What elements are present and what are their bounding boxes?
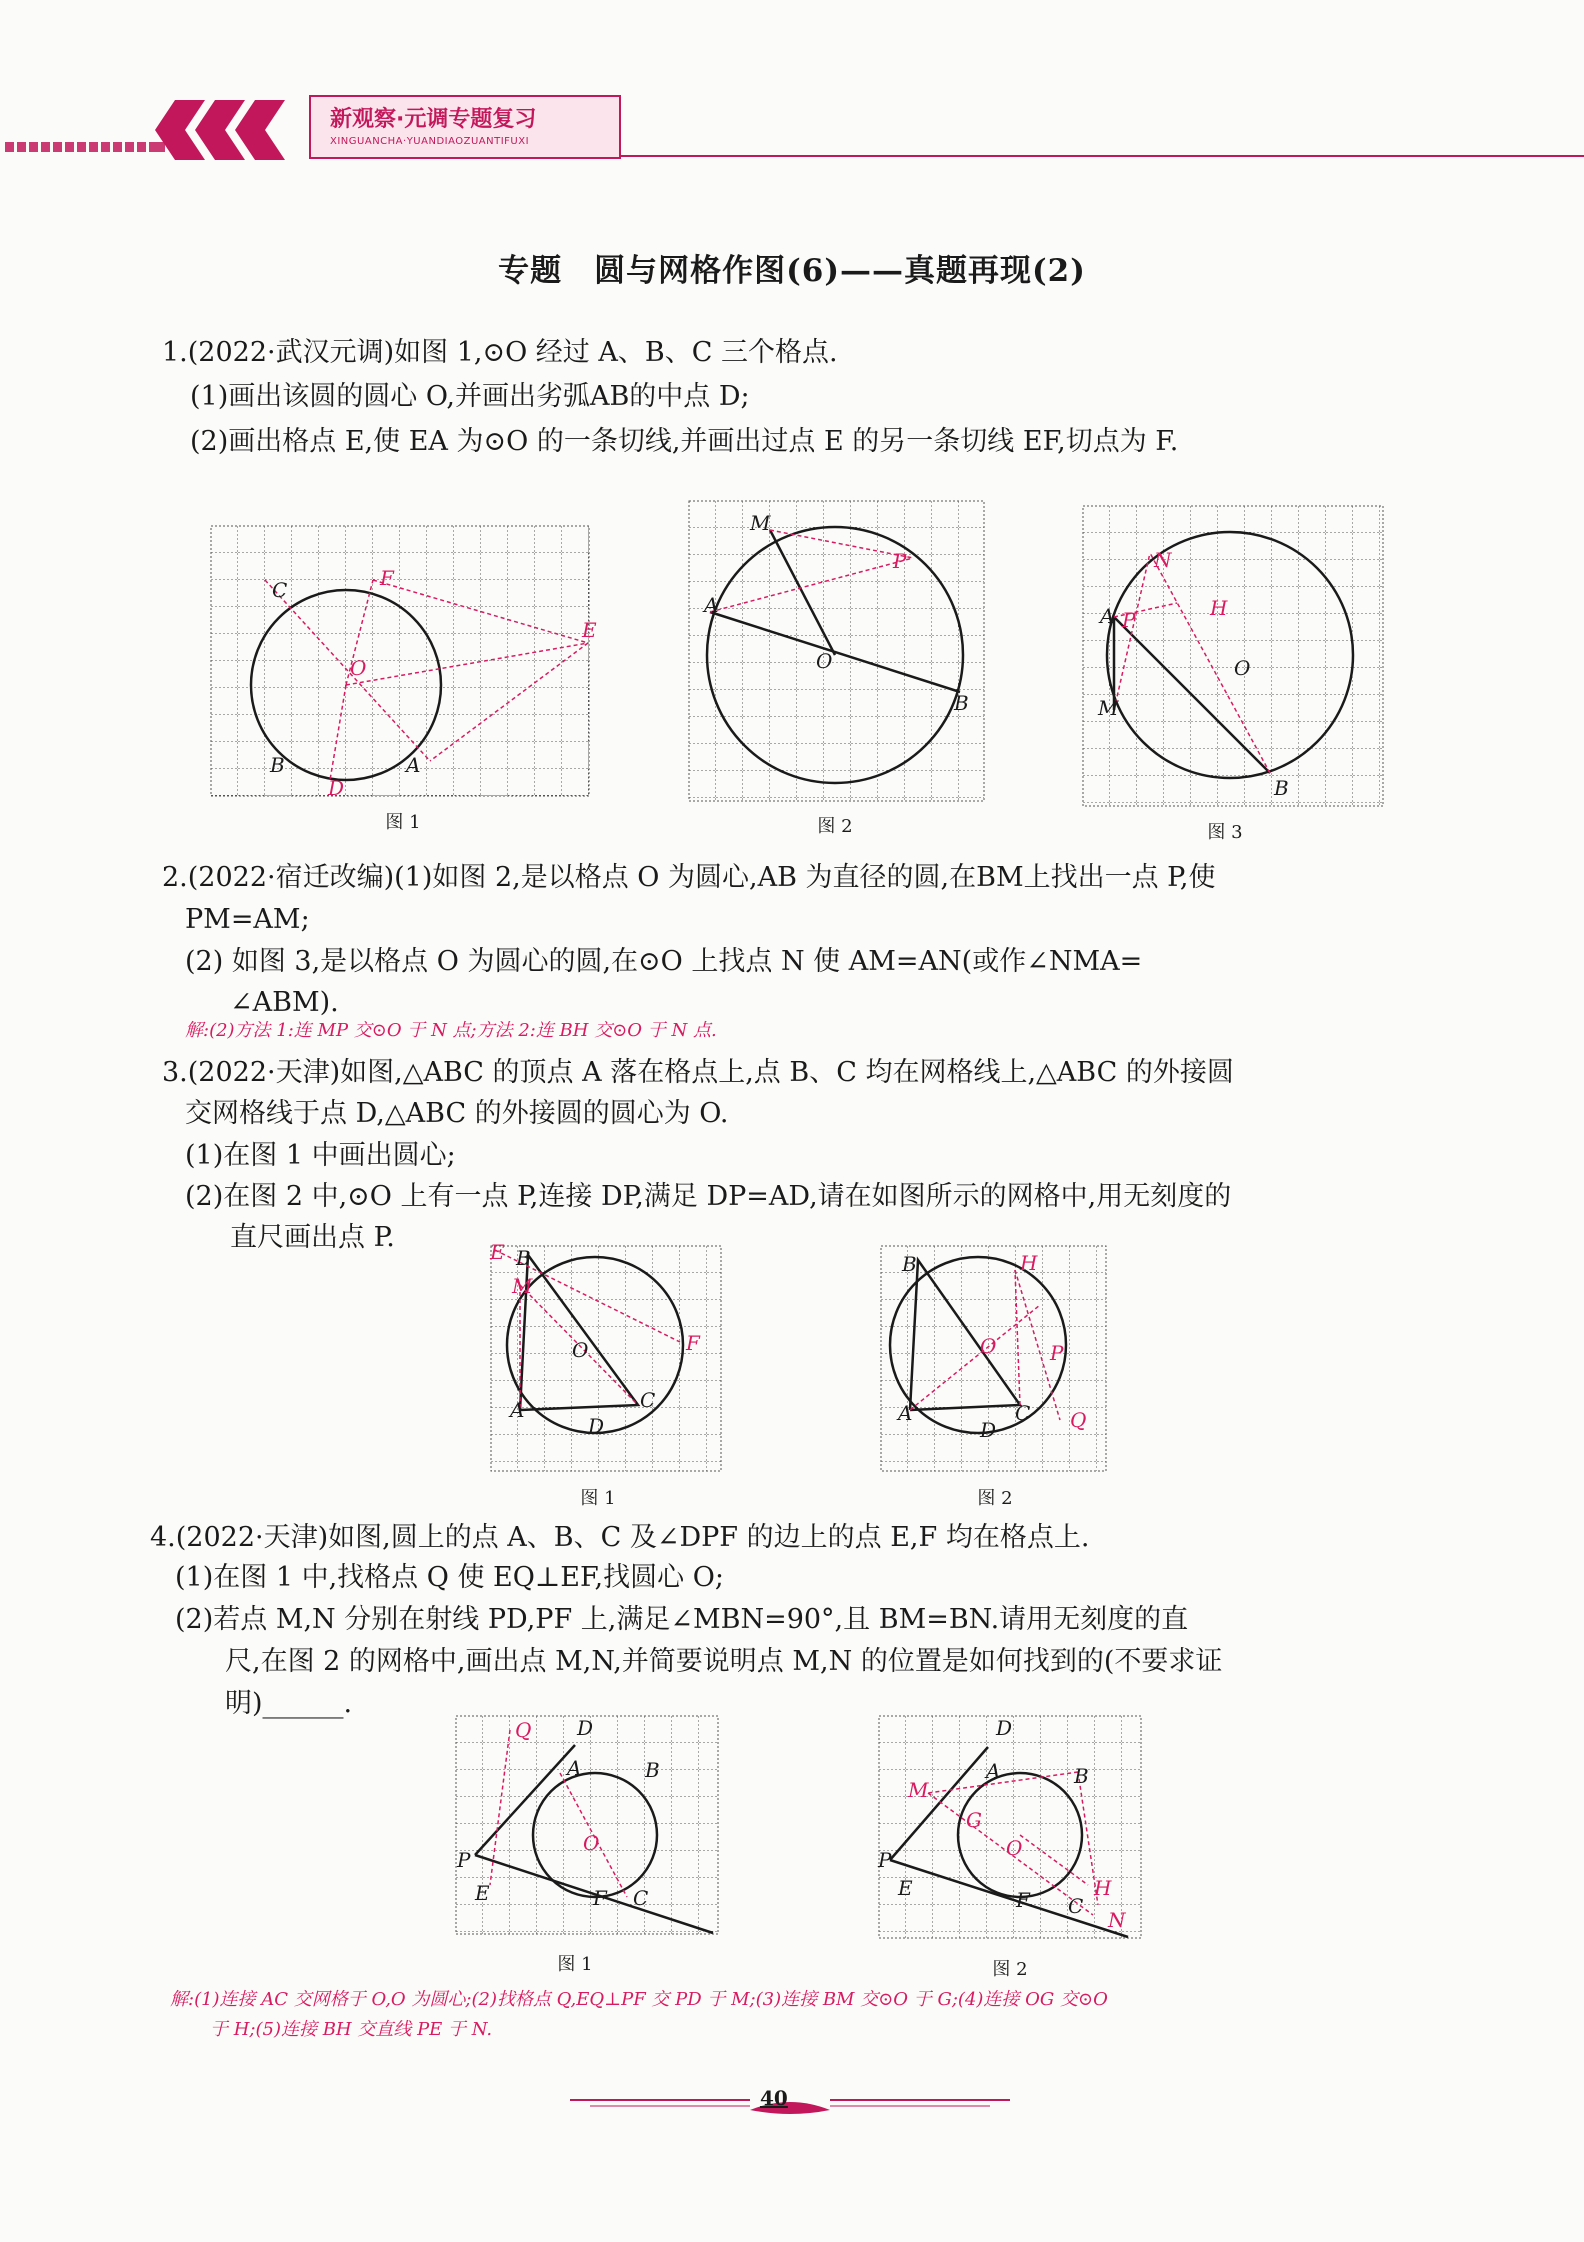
svg-text:M: M (750, 511, 771, 535)
page-number: 40 (760, 2086, 788, 2110)
page-title: 专题 圆与网格作图(6)——真题再现(2) (498, 253, 1086, 289)
q3-stem-cont: 交网格线于点 D,△ABC 的外接圆的圆心为 O. (185, 1098, 729, 1129)
svg-text:M: M (512, 1274, 533, 1298)
svg-text:N: N (1108, 1908, 1126, 1932)
header-banner (0, 90, 1584, 170)
q1-caption-2: 图 2 (817, 816, 853, 837)
q2-part2: (2) 如图 3,是以格点 O 为圆心的圆,在⊙O 上找点 N 使 AM=AN(或作∠NMA= (185, 946, 1143, 977)
svg-text:P: P (893, 549, 907, 573)
header-brand: 新观察·元调专题复习 (330, 107, 537, 132)
svg-text:Q: Q (1070, 1408, 1087, 1432)
svg-text:P: P (878, 1848, 892, 1872)
q1-part1: (1)画出该圆的圆心 O,并画出劣弧AB的中点 D; (190, 381, 750, 412)
q1-figure-3 (1082, 505, 1392, 810)
svg-text:C: C (272, 578, 288, 602)
svg-text:E: E (582, 618, 597, 642)
q3-figure-2 (880, 1245, 1110, 1475)
q4-part2-cont2: 明)______. (225, 1688, 353, 1719)
svg-text:F: F (686, 1331, 700, 1355)
svg-text:A: A (510, 1398, 525, 1422)
svg-text:B: B (270, 753, 285, 777)
svg-text:B: B (516, 1246, 531, 1270)
q3-stem: 3.(2022·天津)如图,△ABC 的顶点 A 落在格点上,点 B、C 均在网格线上,△ABC 的外接圆 (162, 1057, 1234, 1088)
svg-text:F: F (380, 566, 394, 590)
q1-caption-1: 图 1 (385, 812, 421, 833)
q4-solution: 解:(1)连接 AC 交网格于 O,O 为圆心;(2)找格点 Q,EQ⊥PF 交 PD 于 M;(3)连接 BM 交⊙O 于 G;(4)连接 OG 交⊙O (170, 1989, 1108, 2010)
svg-text:D: D (328, 776, 345, 800)
svg-text:E: E (898, 1876, 913, 1900)
svg-text:N: N (1154, 548, 1172, 572)
q4-figure-1 (455, 1715, 725, 1940)
svg-text:A: A (406, 753, 421, 777)
footer-ornament (560, 2090, 1020, 2120)
svg-text:B: B (902, 1252, 917, 1276)
q1-figure-2 (688, 500, 988, 812)
q4-caption-2: 图 2 (992, 1959, 1028, 1980)
q4-caption-1: 图 1 (557, 1954, 593, 1975)
q1-stem: 1.(2022·武汉元调)如图 1,⊙O 经过 A、B、C 三个格点. (162, 337, 838, 368)
q3-caption-1: 图 1 (580, 1488, 616, 1509)
svg-text:D: D (577, 1716, 594, 1740)
svg-text:A: A (898, 1401, 913, 1425)
svg-text:M: M (908, 1778, 929, 1802)
q4-part2: (2)若点 M,N 分别在射线 PD,PF 上,满足∠MBN=90°,且 BM=BN.请用无刻度的直 (175, 1604, 1189, 1635)
q1-part2: (2)画出格点 E,使 EA 为⊙O 的一条切线,并画出过点 E 的另一条切线 EF,切点为 F. (190, 426, 1179, 457)
header-subtitle: XINGUANCHA·YUANDIAOZUANTIFUXI (330, 136, 530, 147)
svg-text:H: H (1020, 1251, 1038, 1275)
svg-text:C: C (640, 1388, 656, 1412)
q4-stem: 4.(2022·天津)如图,圆上的点 A、B、C 及∠DPF 的边上的点 E,F 均在格点上. (150, 1522, 1090, 1553)
svg-text:O: O (583, 1831, 600, 1855)
svg-text:P: P (1122, 608, 1136, 632)
svg-text:C: C (1015, 1401, 1031, 1425)
svg-text:H: H (1094, 1876, 1112, 1900)
q2-stem-cont: PM=AM; (185, 904, 310, 935)
svg-text:E: E (475, 1881, 490, 1905)
q3-part1: (1)在图 1 中画出圆心; (185, 1140, 456, 1171)
q1-figure-1 (210, 525, 600, 800)
svg-text:C: C (1068, 1894, 1084, 1918)
svg-text:E: E (490, 1240, 505, 1264)
svg-text:O: O (572, 1338, 589, 1362)
svg-text:A: A (1100, 604, 1115, 628)
svg-text:A: A (986, 1759, 1001, 1783)
svg-text:A: A (704, 593, 719, 617)
svg-text:F: F (593, 1886, 607, 1910)
q4-solution-cont: 于 H;(5)连接 BH 交直线 PE 于 N. (210, 2019, 493, 2040)
svg-text:H: H (1210, 596, 1228, 620)
svg-text:B: B (1074, 1764, 1089, 1788)
svg-text:O: O (1006, 1836, 1023, 1860)
svg-text:O: O (1234, 656, 1251, 680)
svg-text:C: C (633, 1886, 649, 1910)
q3-part2: (2)在图 2 中,⊙O 上有一点 P,连接 DP,满足 DP=AD,请在如图所示的网格中,用无刻度的 (185, 1181, 1232, 1212)
q1-caption-3: 图 3 (1207, 822, 1243, 843)
q3-caption-2: 图 2 (977, 1488, 1013, 1509)
svg-text:B: B (1274, 776, 1289, 800)
svg-text:P: P (1050, 1341, 1064, 1365)
svg-text:Q: Q (515, 1718, 532, 1742)
svg-text:A: A (567, 1756, 582, 1780)
svg-text:P: P (457, 1848, 471, 1872)
svg-text:O: O (816, 649, 833, 673)
svg-text:B: B (645, 1758, 660, 1782)
q2-stem: 2.(2022·宿迁改编)(1)如图 2,是以格点 O 为圆心,AB 为直径的圆,在BM上找出一点 P,使 (162, 862, 1216, 893)
svg-text:B: B (954, 691, 969, 715)
svg-text:D: D (588, 1414, 605, 1438)
svg-text:O: O (980, 1334, 997, 1358)
q3-figure-1 (490, 1240, 730, 1475)
svg-text:D: D (980, 1418, 997, 1442)
q2-part2-cont: ∠ABM). (230, 987, 339, 1018)
svg-text:F: F (1016, 1888, 1030, 1912)
q2-solution: 解:(2)方法 1:连 MP 交⊙O 于 N 点;方法 2:连 BH 交⊙O 于 N 点. (185, 1020, 717, 1041)
q4-figure-2 (878, 1715, 1148, 1945)
q4-part1: (1)在图 1 中,找格点 Q 使 EQ⊥EF,找圆心 O; (175, 1562, 724, 1593)
q4-part2-cont: 尺,在图 2 的网格中,画出点 M,N,并简要说明点 M,N 的位置是如何找到的(不要求证 (225, 1646, 1223, 1677)
svg-text:M: M (1098, 696, 1119, 720)
svg-text:G: G (966, 1808, 982, 1832)
svg-text:O: O (350, 656, 367, 680)
q3-part2-cont: 直尺画出点 P. (230, 1222, 395, 1253)
svg-text:D: D (996, 1716, 1013, 1740)
